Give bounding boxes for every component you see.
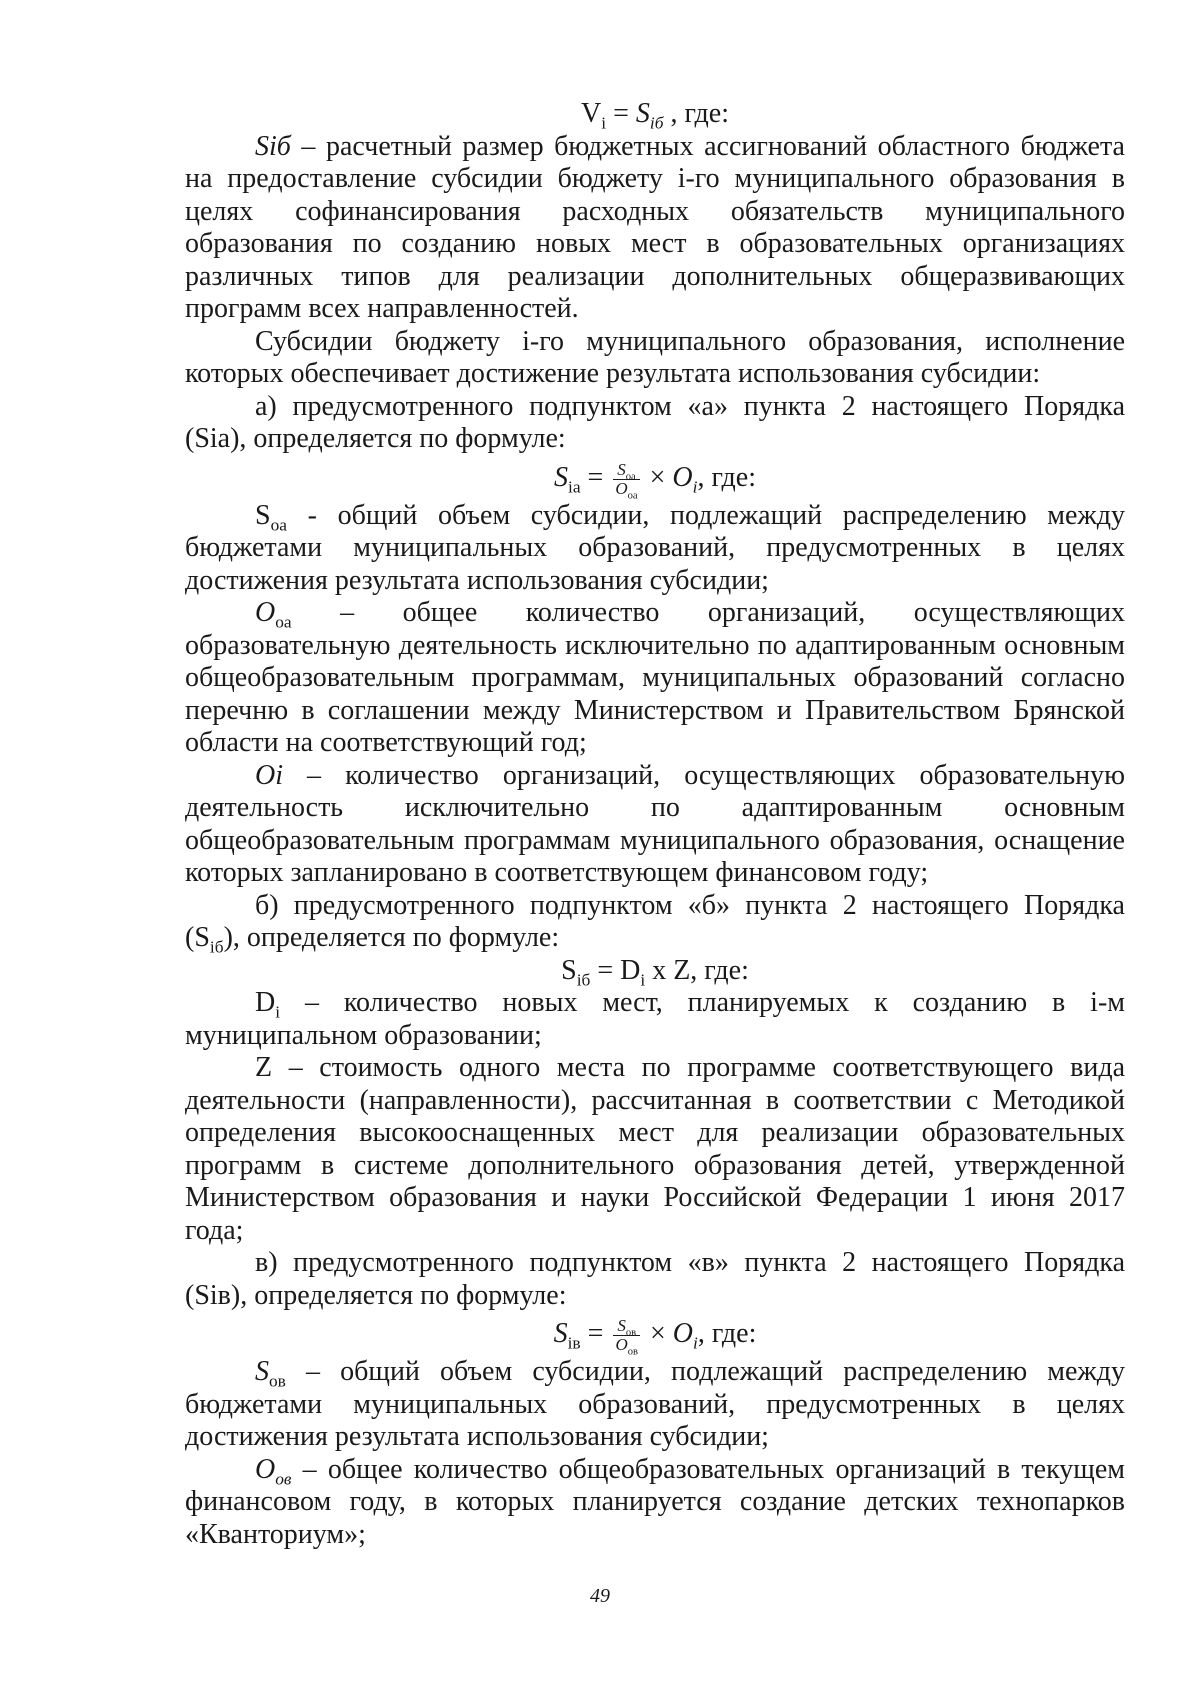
page-number: 49	[590, 1585, 610, 1607]
definition-ooa: $O_{oa}$ – общее количество организаций, осуществляющих образовательную деятельность исключительно по адаптированным основным общеобразовательным программам, муниципальных образований согласно перечню в соглашении между Министерством и Правительством Брянской области на соответствующий год;	[185, 597, 1125, 758]
item-v: в) предусмотренного подпунктом «в» пункта 2 настоящего Порядка (Siв), определяется по формуле:	[185, 1247, 1125, 1311]
definition-di: $D_i$ – количество новых мест, планируемых к созданию в i-м муниципальном образовании;	[185, 987, 1125, 1051]
formula-vi: $V_i = S_{iб}$ , где:	[581, 98, 729, 133]
formula-b: $S_{iб} = D_i$ x Z, где:	[561, 954, 749, 990]
subsidies-intro: Субсидии бюджету i-го муниципального образования, исполнение которых обеспечивает достижение результата использования субсидии:	[185, 325, 1125, 389]
fraction-v: $\frac{S_{oв}}{O_{oв}}$	[615, 1316, 638, 1358]
definition-sov: $S_{oв}$ – общий объем субсидии, подлежащий распределению между бюджетами муниципальных образований, предусмотренных в целях достижения результата использования субсидии;	[185, 1356, 1125, 1452]
item-b: б) предусмотренного подпунктом «б» пункта 2 настоящего Порядка $(S_{iб})$, определяется по формуле:	[185, 889, 1125, 957]
definition-oov: $O_{oв}$ – общее количество общеобразовательных организаций в текущем финансовом году, в которых планируется создание детских технопарков «Кванториум»;	[185, 1453, 1125, 1550]
definition-oi: Oi – количество организаций, осуществляющих образовательную деятельность исключительно по адаптированным основным общеобразовательным программам муниципального образования, оснащение которых запланировано в соответствующем финансовом году;	[185, 759, 1125, 888]
fraction-a: $\frac{S_{oa}}{O_{oa}}$	[615, 459, 638, 501]
definition-sib: Siб – расчетный размер бюджетных ассигнований областного бюджета на предоставление субсидии бюджету i-го муниципального образования в целях софинансирования расходных обязательств муниципального образования по созданию новых мест в образовательных организациях различных типов для реализации дополнительных общеразвивающих программ всех направленностей.	[185, 130, 1125, 324]
definition-soa: $S_{oa}$ - общий объем субсидии, подлежащий распределению между бюджетами муниципальных образований, предусмотренных в целях достижения результата использования субсидии;	[185, 499, 1125, 596]
item-a: а) предусмотренного подпунктом «а» пункта 2 настоящего Порядка (Sia), определяется по формуле:	[185, 390, 1125, 454]
formula-a: $S_{ia}$ = $\frac{S_{oa}}{O_{oa}}$ × $O_i$, где:	[554, 459, 756, 501]
definition-z: Z – стоимость одного места по программе соответствующего вида деятельности (направленности), рассчитанная в соответствии с Методикой определения высокооснащенных мест для реализации образовательных программ в системе дополнительного образования детей, утвержденной Министерством образования и науки Российской Федерации 1 июня 2017 года;	[185, 1052, 1125, 1246]
formula-v: $S_{iв}$ = $\frac{S_{oв}}{O_{oв}}$ × $O_i$, где:	[553, 1316, 757, 1358]
